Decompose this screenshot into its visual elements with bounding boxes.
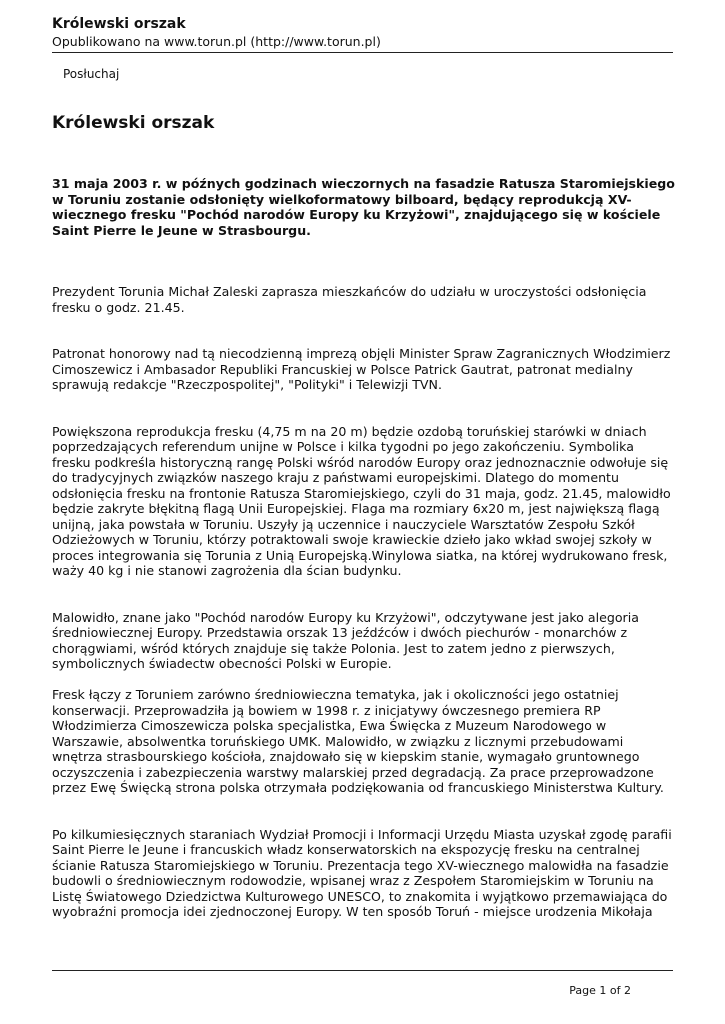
article-lead: 31 maja 2003 r. w późnych godzinach wieczornych na fasadzie Ratusza Staromiejskiego w Toruniu zostanie odsłonięty wielkoformatowy bilboard, będący reprodukcją XV-wiecznego fresku "Pochód narodów Europy ku Krzyżowi", znajdującego się w kościele Saint Pierre le Jeune w Strasbourgu. [52,176,675,238]
article-paragraph: Patronat honorowy nad tą niecodzienną imprezą objęli Minister Spraw Zagranicznych Włodzimierz Cimoszewicz i Ambasador Republiki Francuskiej w Polsce Patrick Gautrat, patronat medialny sprawują redakcje "Rzeczpospolitej", "Polityki" i Telewizji TVN. [52,346,671,392]
footer-divider [52,970,673,971]
article-paragraph: Malowidło, znane jako "Pochód narodów Europy ku Krzyżowi", odczytywane jest jako alegoria średniowiecznej Europy. Przedstawia orszak 13 jeźdźców i dwóch piechurów - monarchów z chorągwiami, wśród których znajduje się także Polonia. Jest to zatem jedno z pierwszych, symbolicznych świadectw obecności Polski w Europie. [52,609,639,671]
listen-button[interactable]: Posłuchaj [63,67,120,81]
article-body [52,176,676,951]
article-paragraph: Fresk łączy z Toruniem zarówno średniowieczna tematyka, jak i okoliczności jego ostatniej konserwacji. Przeprowadziła ją bowiem w 1998 r. z inicjatywy ówczesnego premiera RP Włodzimierza Cimoszewicza polska specjalistka, Ewa Święcka z Muzeum Narodowego w Warszawie, absolwentka toruńskiego UMK. Malowidło, w związku z licznymi przebudowami wnętrza strasbourskiego kościoła, znajdowało się w kiepskim stanie, wymagało gruntownego oczyszczenia i zabezpieczenia warstwy malarskiej przed degradacją. Za prace przeprowadzone przez Ewę Święcką strona polska otrzymała podziękowania od francuskiego Ministerstwa Kultury. [52,687,664,795]
article-paragraph: Po kilkumiesięcznych staraniach Wydział Promocji i Informacji Urzędu Miasta uzyskał zgodę parafii Saint Pierre le Jeune i francuskich władz konserwatorskich na ekspozycję fresku na centralnej ścianie Ratusza Staromiejskiego w Toruniu. Prezentacja tego XV-wiecznego malowidła na fasadzie budowli o średniowiecznym rodowodzie, wpisanej wraz z Zespołem Staromiejskim w Toruniu na Listę Światowego Dziedzictwa Kulturowego UNESCO, to znakomita i wyjątkowo przemawiająca do wyobraźni promocja idei zjednoczonej Europy. W ten sposób Toruń - miejsce urodzenia Mikołaja [52,826,672,919]
article-paragraph: Prezydent Torunia Michał Zaleski zaprasza mieszkańców do udziału w uroczystości odsłonięcia fresku o godz. 21.45. [52,284,647,315]
header-divider [52,52,673,53]
article-title: Królewski orszak [52,113,215,133]
page-number: Page 1 of 2 [569,984,631,997]
published-source: Opublikowano na www.torun.pl (http://www.torun.pl) [52,34,381,49]
site-title: Królewski orszak [52,16,186,32]
article-paragraph: Powiększona reprodukcja fresku (4,75 m na 20 m) będzie ozdobą toruńskiej starówki w dniach poprzedzających referendum unijne w Polsce i kilka tygodni po jego zakończeniu. Symbolika fresku podkreśla historyczną rangę Polski wśród narodów Europy oraz jednoznacznie odwołuje się do tradycyjnych związków naszego kraju z państwami europejskimi. Dlatego do momentu odsłonięcia fresku na frontonie Ratusza Staromiejskiego, czyli do 31 maja, godz. 21.45, malowidło będzie zakryte błękitną flagą Unii Europejskiej. Flaga ma rozmiary 6x20 m, jest największą flagą unijną, jaka powstała w Toruniu. Uszyły ją uczennice i nauczyciele Warsztatów Zespołu Szkół Odzieżowych w Toruniu, którzy potraktowali swoje krawieckie dzieło jako wkład swojej szkoły w proces integrowania się Torunia z Unią Europejską.Winylowa siatka, na której wydrukowano fresk, waży 40 kg i nie stanowi zagrożenia dla ścian budynku. [52,423,671,578]
